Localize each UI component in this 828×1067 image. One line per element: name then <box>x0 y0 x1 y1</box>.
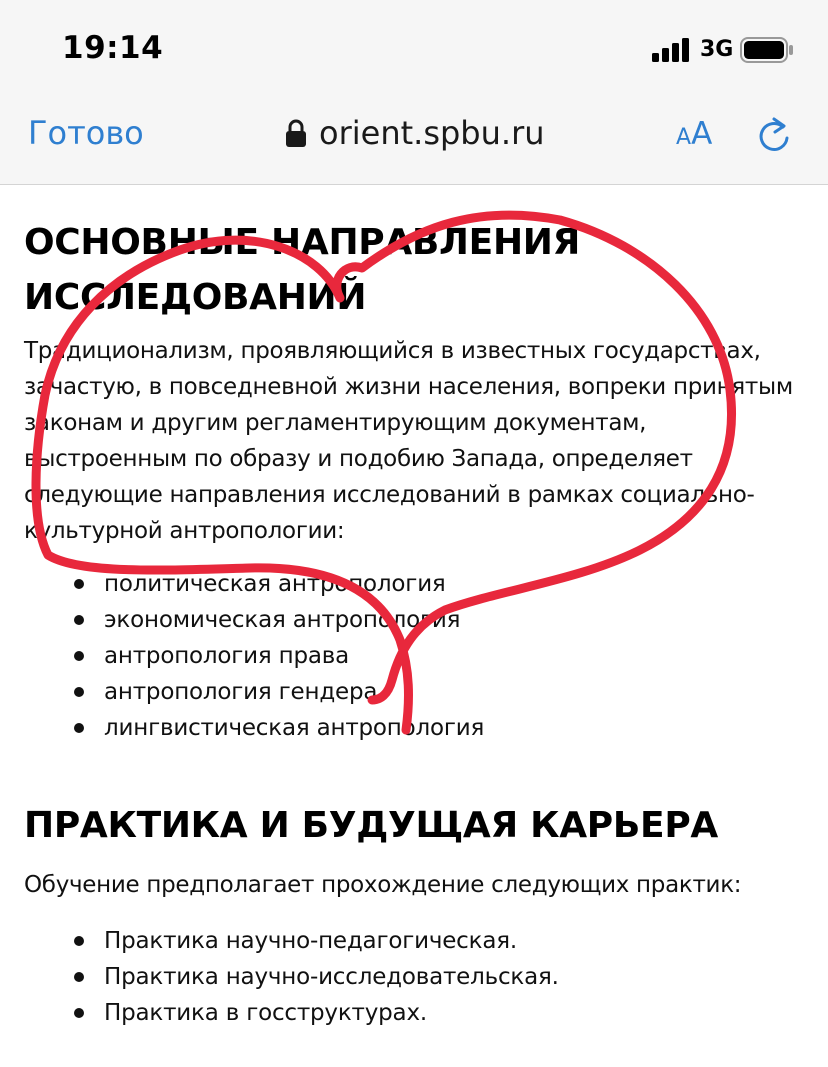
practice-paragraph: Обучение предполагает прохождение следующих практик: <box>24 872 742 898</box>
practice-title: ПРАКТИКА И БУДУЩАЯ КАРЬЕРА <box>24 805 718 846</box>
browser-toolbar <box>0 100 828 185</box>
status-time: 19:14 <box>62 30 164 66</box>
research-paragraph: Традиционализм, проявляющийся в известных государствах, зачастую, в повседневной жизни населения, вопреки принятым законам и другим регламентирующим документам, выстроенным по образу и подобию Запада, определяет следующие направления исследований в рамках социально-культурной антропологии: <box>24 338 793 544</box>
status-bar <box>0 0 828 100</box>
research-title <box>24 215 809 325</box>
research-title-line2: ИССЛЕДОВАНИЙ <box>24 277 367 318</box>
list-item: антропология права <box>24 638 809 674</box>
text-size-large-label: A <box>691 116 713 152</box>
page-content <box>24 215 809 1031</box>
address-bar[interactable] <box>285 114 545 152</box>
research-list <box>24 566 809 746</box>
list-item: Практика научно-педагогическая. <box>24 923 809 959</box>
reload-icon[interactable] <box>756 116 792 154</box>
list-item: Практика в госструктурах. <box>24 995 809 1031</box>
done-button[interactable]: Готово <box>28 114 144 152</box>
battery-icon <box>740 37 794 63</box>
signal-icon <box>652 38 692 62</box>
text-size-button[interactable] <box>676 116 712 152</box>
list-item: экономическая антропология <box>24 602 809 638</box>
list-item: Практика научно-исследовательская. <box>24 959 809 995</box>
lock-icon <box>285 119 307 147</box>
list-item: лингвистическая антропология <box>24 710 809 746</box>
research-title-line1: ОСНОВНЫЕ НАПРАВЛЕНИЯ <box>24 222 581 263</box>
text-size-small-label: A <box>676 125 692 150</box>
practice-section <box>24 798 809 1031</box>
practice-list <box>24 923 809 1031</box>
list-item: антропология гендера <box>24 674 809 710</box>
network-type: 3G <box>700 37 734 62</box>
list-item: политическая антропология <box>24 566 809 602</box>
research-section <box>24 215 809 746</box>
url-text: orient.spbu.ru <box>319 114 545 152</box>
